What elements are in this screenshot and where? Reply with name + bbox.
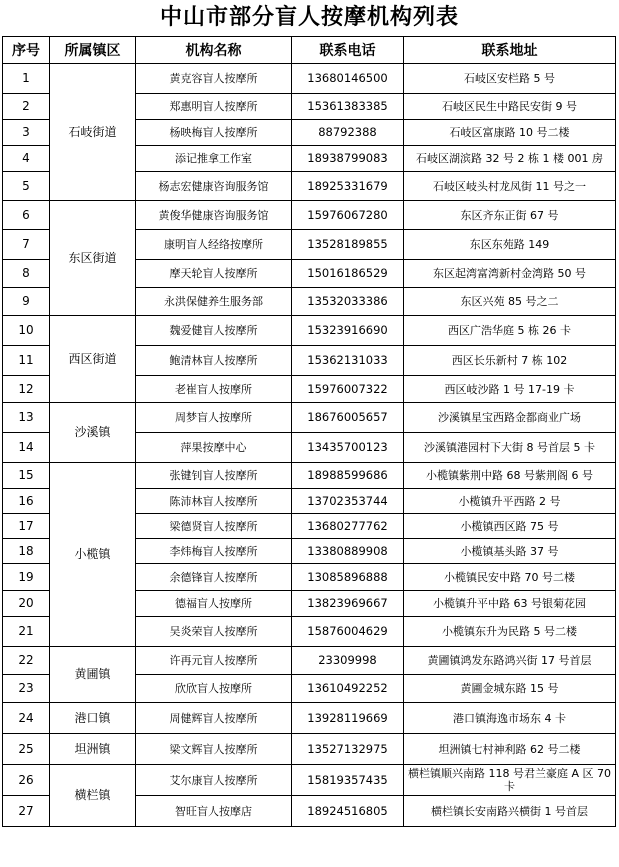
cell-name: 智旺盲人按摩店 (136, 796, 292, 827)
cell-address: 东区东苑路 149 (404, 230, 616, 260)
cell-address: 小榄镇紫荆中路 68 号紫荆阁 6 号 (404, 463, 616, 489)
cell-address: 沙溪镇港园村下大街 8 号首层 5 卡 (404, 433, 616, 463)
cell-address: 沙溪镇星宝西路金都商业广场 (404, 403, 616, 433)
cell-name: 吴炎荣盲人按摩所 (136, 617, 292, 647)
cell-index: 23 (3, 675, 50, 703)
table-row (3, 316, 616, 346)
cell-phone: 15361383385 (292, 94, 404, 120)
cell-town: 东区街道 (50, 201, 136, 316)
cell-address: 横栏镇顺兴南路 118 号君兰豪庭 A 区 70 卡 (404, 765, 616, 796)
table-row (3, 403, 616, 433)
cell-index: 18 (3, 539, 50, 564)
cell-name: 梁文辉盲人按摩所 (136, 734, 292, 765)
cell-phone: 18924516805 (292, 796, 404, 827)
cell-name: 杨志宏健康咨询服务馆 (136, 172, 292, 201)
cell-index: 12 (3, 376, 50, 403)
header-name: 机构名称 (136, 37, 292, 64)
cell-address: 黄圃金城东路 15 号 (404, 675, 616, 703)
cell-address: 小榄镇升平中路 63 号银菊花园 (404, 591, 616, 617)
cell-name: 永洪保健养生服务部 (136, 288, 292, 316)
cell-phone: 18676005657 (292, 403, 404, 433)
cell-phone: 18938799083 (292, 146, 404, 172)
institution-table (2, 36, 616, 827)
cell-phone: 13435700123 (292, 433, 404, 463)
cell-town: 坦洲镇 (50, 734, 136, 765)
table-row (3, 463, 616, 489)
cell-address: 石岐区民生中路民安街 9 号 (404, 94, 616, 120)
cell-index: 8 (3, 260, 50, 288)
cell-index: 2 (3, 94, 50, 120)
cell-phone: 88792388 (292, 120, 404, 146)
cell-phone: 13380889908 (292, 539, 404, 564)
cell-name: 鲍清林盲人按摩所 (136, 346, 292, 376)
cell-phone: 13702353744 (292, 489, 404, 514)
cell-name: 张键钊盲人按摩所 (136, 463, 292, 489)
cell-index: 27 (3, 796, 50, 827)
cell-name: 李炜梅盲人按摩所 (136, 539, 292, 564)
header-index: 序号 (3, 37, 50, 64)
header-address: 联系地址 (404, 37, 616, 64)
cell-phone: 15016186529 (292, 260, 404, 288)
cell-name: 余德锋盲人按摩所 (136, 564, 292, 591)
cell-name: 周梦盲人按摩所 (136, 403, 292, 433)
cell-name: 摩天轮盲人按摩所 (136, 260, 292, 288)
cell-phone: 13085896888 (292, 564, 404, 591)
cell-town: 横栏镇 (50, 765, 136, 827)
header-town: 所属镇区 (50, 37, 136, 64)
cell-address: 小榄镇升平西路 2 号 (404, 489, 616, 514)
cell-index: 4 (3, 146, 50, 172)
cell-index: 20 (3, 591, 50, 617)
cell-phone: 13610492252 (292, 675, 404, 703)
cell-phone: 23309998 (292, 647, 404, 675)
cell-index: 17 (3, 514, 50, 539)
cell-index: 11 (3, 346, 50, 376)
cell-town: 黄圃镇 (50, 647, 136, 703)
table-row (3, 201, 616, 230)
table-row (3, 765, 616, 796)
table-row (3, 703, 616, 734)
cell-address: 横栏镇长安南路兴横街 1 号首层 (404, 796, 616, 827)
cell-name: 欣欣盲人按摩所 (136, 675, 292, 703)
cell-address: 黄圃镇鸿发东路鸿兴街 17 号首层 (404, 647, 616, 675)
cell-address: 东区齐东正街 67 号 (404, 201, 616, 230)
cell-name: 添记推拿工作室 (136, 146, 292, 172)
cell-index: 24 (3, 703, 50, 734)
cell-address: 东区起湾富湾新村金湾路 50 号 (404, 260, 616, 288)
cell-town: 港口镇 (50, 703, 136, 734)
cell-town: 沙溪镇 (50, 403, 136, 463)
cell-phone: 18925331679 (292, 172, 404, 201)
cell-index: 1 (3, 64, 50, 94)
cell-name: 周健辉盲人按摩所 (136, 703, 292, 734)
cell-address: 小榄镇东升为民路 5 号二楼 (404, 617, 616, 647)
cell-phone: 15876004629 (292, 617, 404, 647)
cell-phone: 13680146500 (292, 64, 404, 94)
cell-town: 西区街道 (50, 316, 136, 403)
cell-name: 杨映梅盲人按摩所 (136, 120, 292, 146)
cell-phone: 15976007322 (292, 376, 404, 403)
cell-address: 东区兴苑 85 号之二 (404, 288, 616, 316)
cell-address: 西区广浩华庭 5 栋 26 卡 (404, 316, 616, 346)
cell-name: 萍果按摩中心 (136, 433, 292, 463)
header-phone: 联系电话 (292, 37, 404, 64)
cell-name: 梁德贤盲人按摩所 (136, 514, 292, 539)
cell-phone: 15976067280 (292, 201, 404, 230)
cell-address: 小榄镇基头路 37 号 (404, 539, 616, 564)
cell-index: 14 (3, 433, 50, 463)
cell-index: 13 (3, 403, 50, 433)
cell-name: 德福盲人按摩所 (136, 591, 292, 617)
cell-address: 坦洲镇七村神利路 62 号二楼 (404, 734, 616, 765)
cell-index: 21 (3, 617, 50, 647)
cell-address: 石岐区岐头村龙凤街 11 号之一 (404, 172, 616, 201)
cell-name: 黄克容盲人按摩所 (136, 64, 292, 94)
table-row (3, 647, 616, 675)
cell-name: 魏爱健盲人按摩所 (136, 316, 292, 346)
cell-address: 石岐区富康路 10 号二楼 (404, 120, 616, 146)
cell-name: 康明盲人经络按摩所 (136, 230, 292, 260)
cell-index: 7 (3, 230, 50, 260)
cell-phone: 13527132975 (292, 734, 404, 765)
cell-index: 22 (3, 647, 50, 675)
cell-index: 25 (3, 734, 50, 765)
table-header-row (3, 37, 616, 64)
cell-index: 9 (3, 288, 50, 316)
cell-address: 小榄镇民安中路 70 号二楼 (404, 564, 616, 591)
cell-phone: 13928119669 (292, 703, 404, 734)
cell-name: 郑惠明盲人按摩所 (136, 94, 292, 120)
cell-name: 许再元盲人按摩所 (136, 647, 292, 675)
cell-phone: 15323916690 (292, 316, 404, 346)
table-body (3, 64, 616, 827)
page-title: 中山市部分盲人按摩机构列表 (159, 5, 459, 30)
cell-index: 3 (3, 120, 50, 146)
cell-name: 黄俊华健康咨询服务馆 (136, 201, 292, 230)
cell-address: 西区岐沙路 1 号 17-19 卡 (404, 376, 616, 403)
cell-index: 10 (3, 316, 50, 346)
cell-name: 艾尔康盲人按摩所 (136, 765, 292, 796)
cell-address: 港口镇海逸市场东 4 卡 (404, 703, 616, 734)
cell-phone: 13680277762 (292, 514, 404, 539)
cell-index: 19 (3, 564, 50, 591)
cell-town: 小榄镇 (50, 463, 136, 647)
cell-phone: 13823969667 (292, 591, 404, 617)
cell-phone: 18988599686 (292, 463, 404, 489)
cell-phone: 15819357435 (292, 765, 404, 796)
cell-name: 老崔盲人按摩所 (136, 376, 292, 403)
cell-index: 6 (3, 201, 50, 230)
cell-address: 小榄镇西区路 75 号 (404, 514, 616, 539)
table-row (3, 734, 616, 765)
cell-index: 5 (3, 172, 50, 201)
cell-index: 15 (3, 463, 50, 489)
cell-name: 陈沛林盲人按摩所 (136, 489, 292, 514)
cell-address: 西区长乐新村 7 栋 102 (404, 346, 616, 376)
cell-phone: 13528189855 (292, 230, 404, 260)
cell-index: 16 (3, 489, 50, 514)
cell-address: 石岐区安栏路 5 号 (404, 64, 616, 94)
cell-phone: 15362131033 (292, 346, 404, 376)
cell-phone: 13532033386 (292, 288, 404, 316)
cell-index: 26 (3, 765, 50, 796)
table-row (3, 64, 616, 94)
cell-town: 石岐街道 (50, 64, 136, 201)
cell-address: 石岐区湖滨路 32 号 2 栋 1 楼 001 房 (404, 146, 616, 172)
